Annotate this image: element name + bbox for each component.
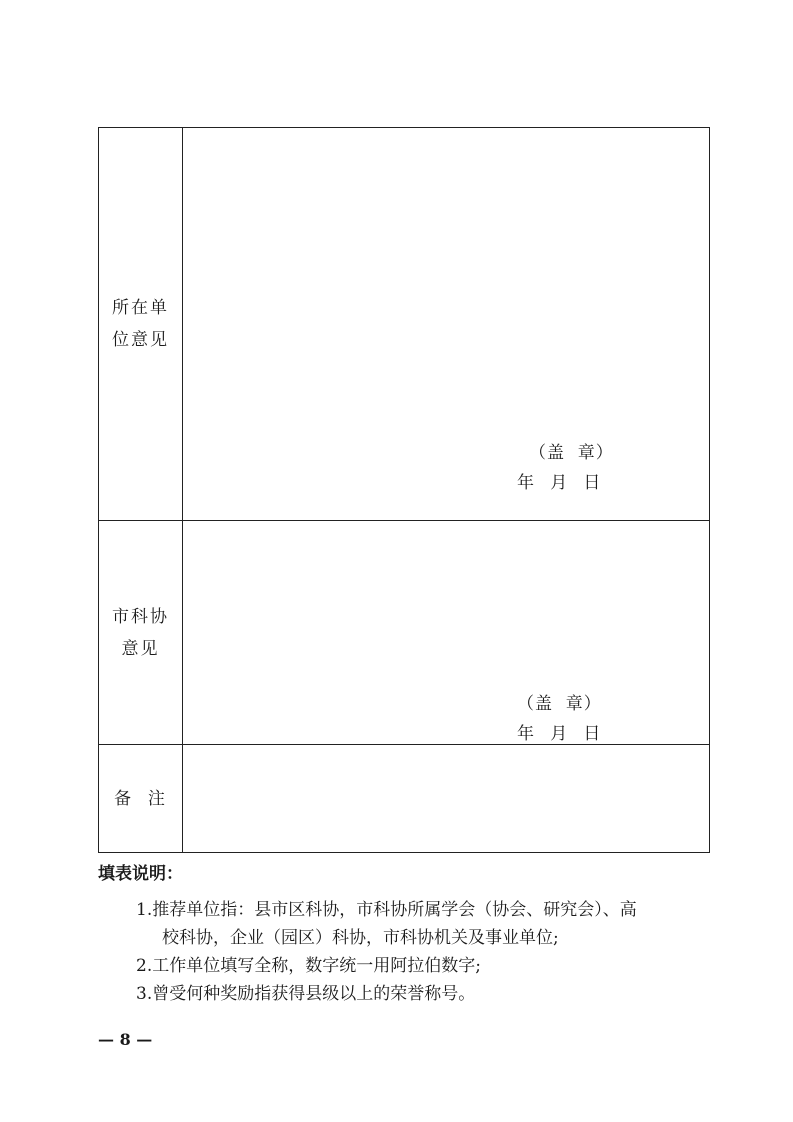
table-row-remarks (99, 744, 709, 852)
instruction-item-2 (98, 952, 718, 980)
remarks-field[interactable] (183, 745, 709, 852)
instruction-item-1 (98, 896, 718, 952)
unit-opinion-date-text: 年 月 日 (517, 473, 601, 493)
page-number: — 8 — (98, 1030, 153, 1049)
instruction-item-3 (98, 980, 718, 1008)
table-row-city-association-opinion (99, 520, 709, 744)
filling-instructions (98, 862, 718, 1008)
label-cell-remarks (99, 745, 183, 852)
remarks-label: 备 注 (114, 788, 167, 809)
table-row-unit-opinion (99, 128, 709, 520)
city-association-seal-text: （盖 章） (517, 694, 602, 714)
instruction-item-1-line1: 1.推荐单位指：县市区科协，市科协所属学会（协会、研究会）、高 (136, 900, 637, 920)
instruction-item-3-line1: 3.曾受何种奖励指获得县级以上的荣誉称号。 (136, 984, 476, 1004)
instruction-item-2-line1: 2.工作单位填写全称，数字统一用阿拉伯数字; (136, 956, 481, 976)
city-association-opinion-field[interactable] (183, 521, 709, 744)
label-cell-unit-opinion (99, 128, 183, 520)
city-association-opinion-label: 市科协意见 (112, 606, 169, 659)
city-association-date-text: 年 月 日 (517, 724, 601, 744)
instructions-title: 填表说明： (98, 864, 183, 884)
recommendation-form-table (98, 127, 710, 853)
instruction-item-1-line2: 校科协，企业（园区）科协，市科协机关及事业单位; (162, 928, 559, 948)
label-cell-city-association-opinion (99, 521, 183, 744)
unit-opinion-seal-text: （盖 章） (529, 443, 614, 463)
unit-opinion-field[interactable] (183, 128, 709, 520)
unit-opinion-label: 所在单位意见 (112, 298, 169, 350)
